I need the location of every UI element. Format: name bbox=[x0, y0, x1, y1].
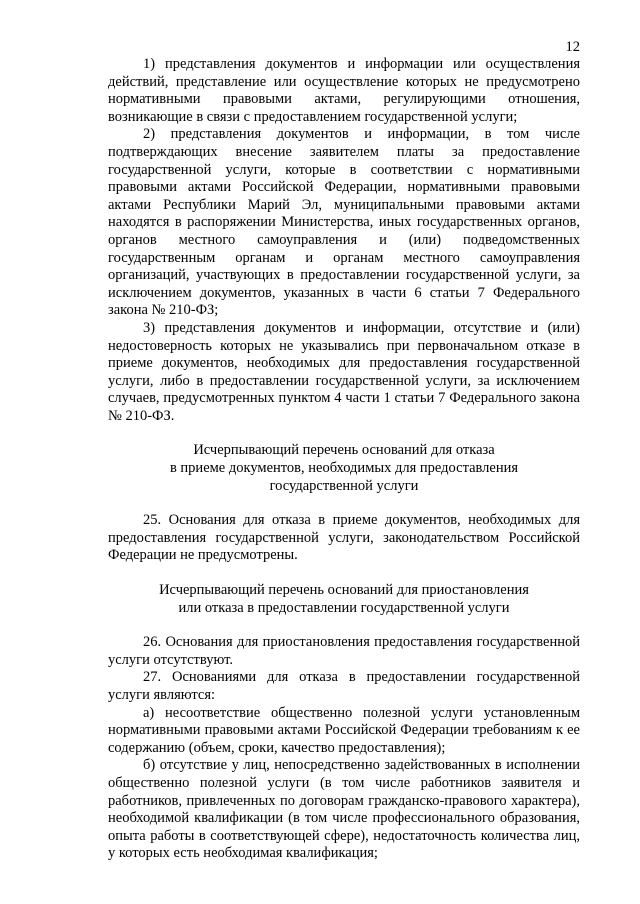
heading-line: Исчерпывающий перечень оснований для отказа bbox=[193, 442, 495, 459]
paragraph-item-2: 2) представления документов и информации, в том числе подтверждающих внесение заявителем платы за предоставление государственной услуги, которые в соответствии с нормативными правовыми актами Российской Федерации, нормативными правовыми актами Республики Марий Эл, муниципальными правовыми актами находятся в распоряжении Министерства, иных государственных органов, органов местного самоуправления и (или) подведомственных государственным органам и органам местного самоуправления организаций, участвующих в предоставлении государственной услуги, за исключением документов, указанных в части 6 статьи 7 Федерального закона № 210-ФЗ; bbox=[108, 126, 580, 319]
section-heading-suspension-reasons bbox=[108, 582, 580, 617]
paragraph-item-3: 3) представления документов и информации, отсутствие и (или) недостоверность которых не указывались при первоначальном отказе в приеме документов, необходимых для предоставления государственной услуги, либо в предоставлении государственной услуги, за исключением случаев, предусмотренных пунктом 4 части 1 статьи 7 Федерального закона № 210-ФЗ. bbox=[108, 319, 580, 424]
heading-line: или отказа в предоставлении государственной услуги bbox=[178, 599, 510, 616]
paragraph-27-a: а) несоответствие общественно полезной услуги установленным нормативными правовыми актами Российской Федерации требованиям к ее содержанию (объем, сроки, качество предоставления); bbox=[108, 704, 580, 756]
paragraph-item-1: 1) представления документов и информации или осуществления действий, представление или осуществление которых не предусмотрено нормативными правовыми актами, регулирующими отношения, возникающие в связи с предоставлением государственной услуги; bbox=[108, 56, 580, 125]
section-heading-refusal-reasons bbox=[108, 442, 580, 495]
document-body bbox=[108, 56, 580, 863]
paragraph-27-b: б) отсутствие у лиц, непосредственно задействованных в исполнении общественно полезной услуги (в том числе работников заявителя и работников, привлеченных по договорам гражданско-правового характера), необходимой квалификации (в том числе профессионального образования, опыта работы в соответствующей сфере), недостаточность количества лиц, у которых есть необходимая квалификация; bbox=[108, 757, 580, 862]
page-number: 12 bbox=[565, 39, 580, 55]
paragraph-26: 26. Основания для приостановления предоставления государственной услуги отсутствуют. bbox=[108, 634, 580, 668]
heading-line: в приеме документов, необходимых для предоставления bbox=[169, 460, 519, 477]
heading-line: государственной услуги bbox=[269, 477, 419, 494]
heading-line: Исчерпывающий перечень оснований для приостановления bbox=[159, 582, 529, 599]
paragraph-27: 27. Основаниями для отказа в предоставлении государственной услуги являются: bbox=[108, 669, 580, 703]
paragraph-25: 25. Основания для отказа в приеме документов, необходимых для предоставления государственной услуги, законодательством Российской Федерации не предусмотрены. bbox=[108, 512, 580, 564]
